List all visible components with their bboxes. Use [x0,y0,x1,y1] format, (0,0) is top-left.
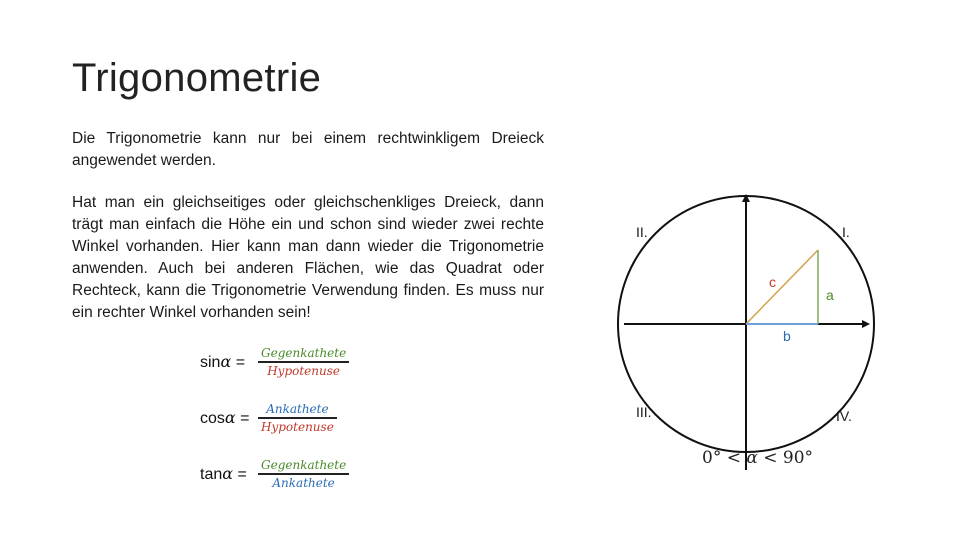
sine-denominator: Hypotenuse [267,363,340,378]
explanation-paragraph: Hat man ein gleichseitiges oder gleichschenkliges Dreieck, dann trägt man einfach die Höhe ein und schon sind wieder zwei rechte Winkel vorhanden. Hier kann man dann wieder die Trigonometrie anwenden. Auch bei anderen Flächen, wie das Quadrat oder Rechteck, kann die Trigonometrie Verwendung finden. Es muss nur ein rechter Winkel vorhanden sein! [72,194,544,321]
angle-range-condition: 0° < α < 90° [702,448,814,468]
sine-fraction [258,345,349,379]
quadrant-IV-label: IV. [836,408,852,424]
tangent-denominator: Ankathete [272,475,335,490]
sine-lhs: sinα = [200,352,246,371]
sine-formula [200,342,349,382]
tangent-fraction [258,457,349,491]
intro-paragraph: Die Trigonometrie kann nur bei einem rechtwinkligem Dreieck angewendet werden. [72,130,544,169]
quadrant-I-label: I. [842,224,850,240]
hypotenuse-label: c [769,274,776,290]
tangent-lhs: tanα = [200,464,247,483]
sine-numerator: Gegenkathete [261,346,347,361]
adjacent-label: b [783,328,791,344]
cosine-numerator: Ankathete [266,402,329,417]
trig-formulas [200,338,400,498]
cosine-denominator: Hypotenuse [261,419,334,434]
cosine-lhs: cosα = [200,408,250,427]
tangent-formula [200,454,349,494]
unit-circle-diagram [600,180,900,480]
cosine-formula [200,398,337,438]
quadrant-III-label: III. [636,404,652,420]
cosine-fraction [258,401,337,435]
opposite-label: a [826,287,834,303]
quadrant-II-label: II. [636,224,648,240]
slide-title: Trigonometrie [72,56,322,100]
tangent-numerator: Gegenkathete [261,458,347,473]
hypotenuse-line [746,250,818,324]
